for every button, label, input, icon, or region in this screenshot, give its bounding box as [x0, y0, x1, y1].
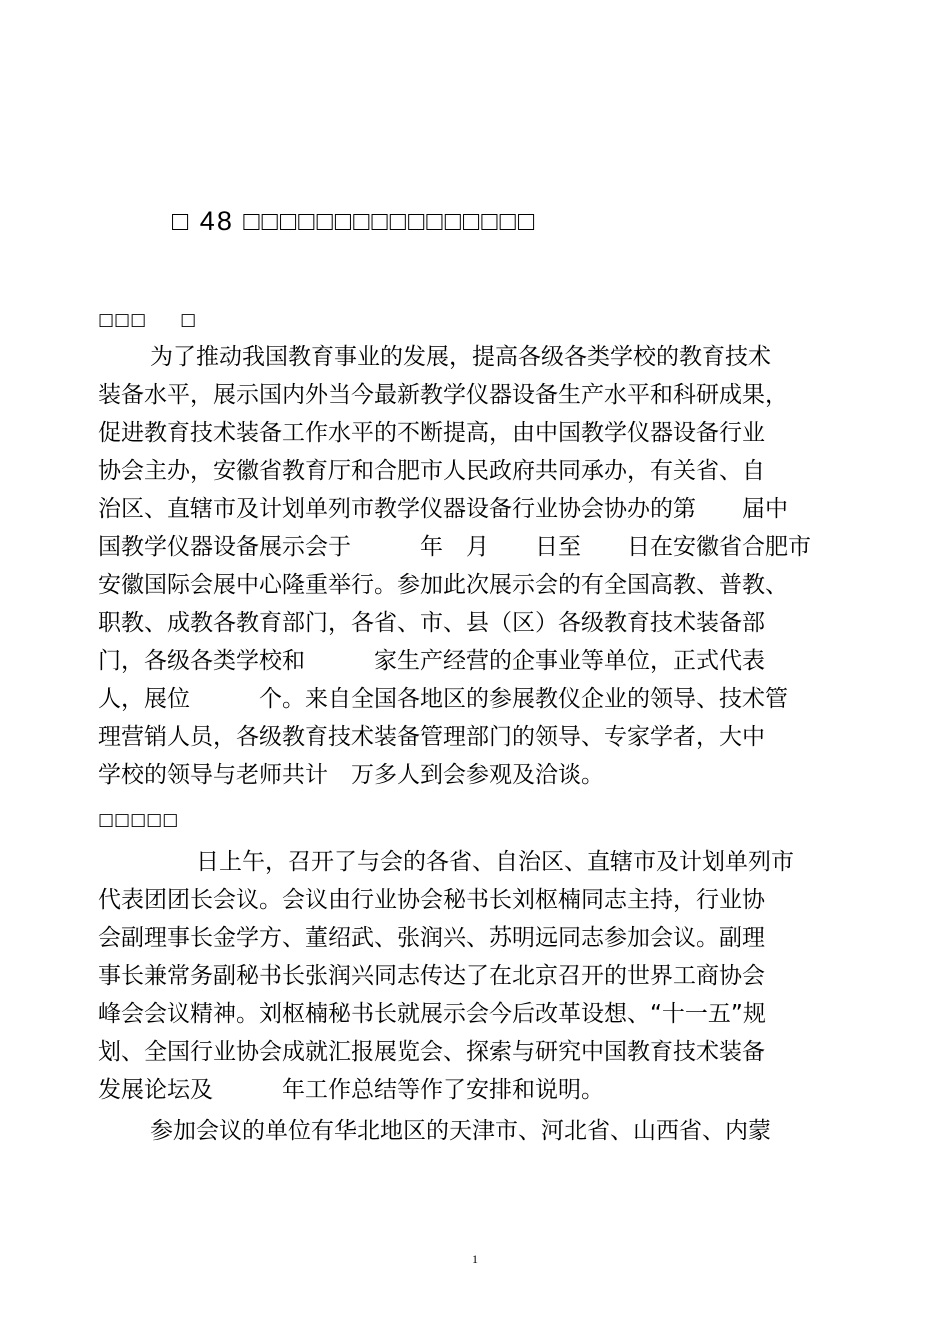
- section-heading-2: □□□□□: [98, 810, 179, 830]
- paragraph-line: 日上午，召开了与会的各省、自治区、直辖市及计划单列市: [150, 849, 794, 875]
- paragraph-line: 参加会议的单位有华北地区的天津市、河北省、山西省、内蒙: [150, 1118, 771, 1144]
- paragraph-line: 治区、直辖市及计划单列市教学仪器设备行业协会协办的第 届中: [98, 496, 788, 522]
- paragraph-line: 职教、成教各教育部门，各省、市、县（区）各级教育技术装备部: [98, 610, 765, 636]
- paragraph-line: 学校的领导与老师共计 万多人到会参观及洽谈。: [98, 762, 604, 788]
- document-title: □ 48 □□□□□□□□□□□□□□□□: [172, 206, 537, 236]
- paragraph-line: 协会主办，安徽省教育厅和合肥市人民政府共同承办，有关省、自: [98, 458, 765, 484]
- paragraph-line: 国教学仪器设备展示会于 年 月 日至 日在安徽省合肥市: [98, 534, 811, 560]
- paragraph-line: 代表团团长会议。会议由行业协会秘书长刘枢楠同志主持，行业协: [98, 887, 765, 913]
- paragraph-line: 装备水平，展示国内外当今最新教学仪器设备生产水平和科研成果，: [98, 382, 788, 408]
- paragraph-line: 划、全国行业协会成就汇报展览会、探索与研究中国教育技术装备: [98, 1039, 765, 1065]
- paragraph-line: 促进教育技术装备工作水平的不断提高，由中国教学仪器设备行业: [98, 420, 765, 446]
- paragraph-line: 峰会会议精神。刘枢楠秘书长就展示会今后改革设想、“十一五”规: [98, 1001, 766, 1027]
- paragraph-line: 为了推动我国教育事业的发展，提高各级各类学校的教育技术: [150, 344, 771, 370]
- paragraph-line: 安徽国际会展中心隆重举行。参加此次展示会的有全国高教、普教、: [98, 572, 788, 598]
- paragraph-line: 会副理事长金学方、董绍武、张润兴、苏明远同志参加会议。副理: [98, 925, 765, 951]
- paragraph-line: 门，各级各类学校和 家生产经营的企事业等单位，正式代表: [98, 648, 765, 674]
- paragraph-line: 发展论坛及 年工作总结等作了安排和说明。: [98, 1077, 604, 1103]
- paragraph-line: 事长兼常务副秘书长张润兴同志传达了在北京召开的世界工商协会: [98, 963, 765, 989]
- paragraph-line: 人，展位 个。来自全国各地区的参展教仪企业的领导、技术管: [98, 686, 788, 712]
- page-number: 1: [472, 1252, 478, 1266]
- paragraph-line: 理营销人员，各级教育技术装备管理部门的领导、专家学者，大中: [98, 724, 765, 750]
- section-heading-1: □□□ □: [98, 310, 197, 330]
